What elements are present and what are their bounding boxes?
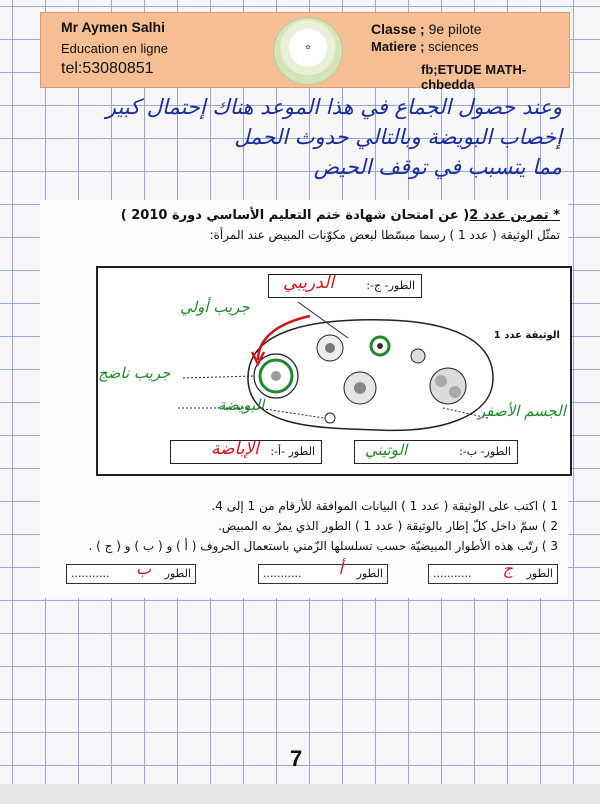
- answer-handwritten: ج: [502, 559, 513, 578]
- phase-a-answer: الإباضة: [211, 439, 259, 459]
- label-line: [183, 376, 254, 378]
- answer-handwritten: ب: [135, 559, 151, 578]
- facebook-handle: fb;ETUDE MATH-chbedda: [421, 62, 527, 92]
- answer-handwritten: أ: [338, 559, 343, 578]
- question-item: 3 ) رتّب هذه الأطوار المبيضيّة حسب تسلسلها الزّمني باستعمال الحروف ( أ ) و ( ب ) و ( ج ) .: [88, 539, 558, 553]
- corpus-luteum-cell: [449, 386, 461, 398]
- subject-label: Matiere ;: [371, 39, 425, 54]
- teacher-info: [61, 19, 168, 78]
- answer-label: الطور: [164, 567, 191, 580]
- document-label: الوثيقة عدد 1: [493, 330, 560, 341]
- annotation-corpus-luteum: الجسم الأصفر: [478, 402, 566, 420]
- handwritten-note: [42, 92, 562, 182]
- answer-dots: ...........: [263, 567, 302, 580]
- annotation-ovum: البويضة: [218, 396, 265, 414]
- phase-c-label: الطور- ج-:: [366, 279, 415, 292]
- class-value: 9e pilote: [428, 21, 482, 37]
- phase-b-answer: الوتيني: [365, 441, 408, 459]
- phase-c-box: [268, 274, 422, 298]
- phase-a-label: الطور -أ-:: [270, 445, 315, 458]
- answer-label: الطور: [526, 567, 553, 580]
- phase-c-answer: الدريبي: [283, 273, 335, 293]
- answer-box: [258, 559, 388, 584]
- phase-b-box: [354, 440, 518, 464]
- follicle-core: [325, 343, 335, 353]
- primary-follicle-core: [377, 343, 383, 349]
- bottom-strip: [0, 784, 600, 804]
- handwritten-line: إخصاب البويضة وبالتالي حدوث الحمل: [234, 125, 562, 149]
- answer-box: [428, 559, 558, 584]
- question-item: 2 ) سمّ داخل كلّ إطار بالوثيقة ( عدد 1 ) الطور الذي يمرّ به المبيض.: [218, 519, 558, 533]
- phase-a-box: [170, 440, 322, 464]
- header-banner: [40, 12, 570, 92]
- school-logo-icon: ✿: [273, 17, 343, 85]
- class-info: [371, 21, 569, 92]
- answer-dots: ...........: [433, 567, 472, 580]
- teacher-name: Mr Aymen Salhi: [61, 19, 165, 35]
- annotation-primary-follicle: جريب أولي: [180, 298, 250, 316]
- growing-follicle-core: [354, 382, 366, 394]
- handwritten-line: وعند حصول الجماع في هذا الموعد هناك إحتمال كبير: [105, 95, 562, 119]
- class-label: Classe ;: [371, 21, 425, 37]
- phone-number: tel:53080851: [61, 60, 154, 77]
- answer-box: [66, 559, 196, 584]
- answer-row: [40, 560, 568, 586]
- ovary-diagram: [96, 266, 572, 476]
- exercise-intro: تمثّل الوثيقة ( عدد 1 ) رسما مبسّطا لبعض مكوّنات المبيض عند المرأة:: [209, 228, 560, 242]
- phase-b-label: الطور- ب-:: [459, 445, 511, 458]
- organization-name: Education en ligne: [61, 41, 168, 56]
- exercise-sheet: [40, 200, 568, 598]
- answer-label: الطور: [356, 567, 383, 580]
- answer-dots: ...........: [71, 567, 110, 580]
- page-number: 7: [290, 746, 303, 771]
- corpus-luteum: [430, 368, 466, 404]
- exercise-title: [121, 208, 560, 223]
- exercise-number: * تمرين عدد 2: [469, 208, 560, 223]
- annotation-mature-follicle: جريب ناضج: [98, 364, 171, 382]
- follicle-small: [411, 349, 425, 363]
- mature-follicle-ovum: [271, 371, 281, 381]
- released-ovum: [325, 413, 335, 423]
- exercise-source: ( عن امتحان شهادة ختم التعليم الأساسي دورة 2010 ): [120, 208, 470, 223]
- question-item: 1 ) اكتب على الوثيقة ( عدد 1 ) البيانات الموافقة للأرقام من 1 إلى 4.: [211, 499, 558, 513]
- handwritten-line: مما يتسبب في توقف الحيض: [313, 155, 562, 179]
- question-list: [48, 496, 558, 556]
- subject-value: sciences: [428, 39, 479, 54]
- corpus-luteum-cell: [435, 375, 447, 387]
